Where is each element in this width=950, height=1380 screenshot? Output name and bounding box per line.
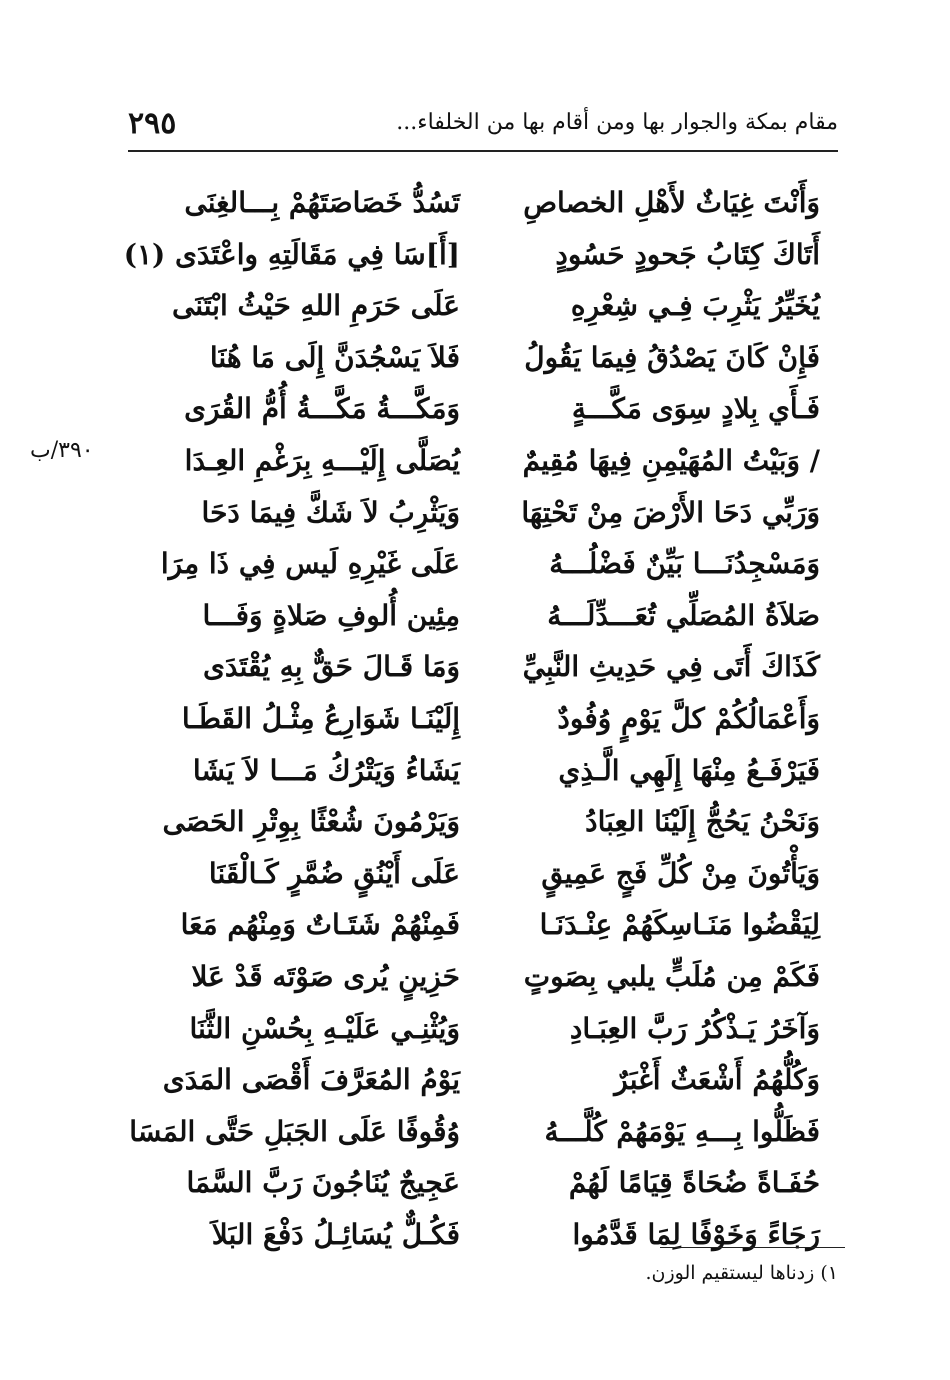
verse-line: [170, 381, 820, 433]
second-hemistich: فَكُـلٌّ يُسَائِـلُ دَفْعَ البَلاَ: [211, 1217, 460, 1251]
first-hemistich: فَظَلُّوا بِـــهِ يَوْمَهُمْ كُلَّـــهُ: [544, 1114, 820, 1148]
second-hemistich: وَيَرْمُونَ شُعْثًا بِوِتْرِ الحَصَى: [162, 805, 460, 839]
running-head: مقام بمكة والجوار بها ومن أقام بها من الخلفاء...: [396, 110, 838, 135]
verse-line: [170, 278, 820, 330]
second-hemistich: إِلَيْنَـا شَوَارِعُ مِثْـلُ القَطَـا: [181, 701, 460, 735]
page-number: ٢٩٥: [128, 106, 177, 141]
first-hemistich: وَمَسْجِدُنَـــا بَيِّنٌ فَضْلُـــهُ: [549, 547, 820, 581]
first-hemistich: وَآخَرُ يَـذْكُرُ رَبَّ العِبَـادِ: [569, 1011, 820, 1045]
verse-line: [170, 1207, 820, 1259]
verse-line: [170, 588, 820, 640]
verse-line: [129, 1104, 820, 1156]
second-hemistich: [أَ]سَا فِي مَقَالَتِهِ واعْتَدَى (١): [123, 237, 460, 271]
first-hemistich: أَتَاكَ كِتَابُ جَحودٍ حَسُودٍ: [555, 237, 820, 271]
second-hemistich: عَلَى أَيْنُقٍ ضُمَّرٍ كَـالْقَنَا: [208, 856, 460, 890]
second-hemistich: وَيُثْنِـي عَلَيْـهِ بِحُسْنِ الثَّنَا: [189, 1011, 460, 1045]
first-hemistich: وَأَنْتَ غِيَاثٌ لأَهْلِ الخصاصِ: [523, 186, 820, 219]
verse-line: [123, 227, 820, 279]
first-hemistich: فَـأَي بِلادٍ سِوَى مَكَّـــةٍ: [571, 392, 820, 426]
footnote: ١) زدناها ليستقيم الوزن.: [645, 1262, 838, 1284]
verse-line: [170, 1001, 820, 1053]
second-hemistich: فَمِنْهُمْ شَتَـاتٌ وَمِنْهُم مَعَا: [180, 908, 460, 942]
page-header: [128, 100, 838, 152]
verse-line: [170, 175, 820, 227]
first-hemistich: فَكَمْ مِن مُلَبٍّ يلبي بِصَوتٍ: [523, 959, 820, 993]
first-hemistich: صَلاَةُ المُصَلِّي تُعَـــدِّلَـــهُ: [547, 598, 820, 632]
verse-line: [160, 536, 820, 588]
first-hemistich: وَنَحْنُ يَحُجُّ إِلَيْنَا العِبَادُ: [585, 805, 820, 839]
footnote-divider: [660, 1247, 845, 1248]
first-hemistich: فَإِنْ كَانَ يَصْدُقُ فِيمَا يَقُولُ: [524, 340, 820, 374]
first-hemistich: لِيَقْضُوا مَنَـاسِكَهُمْ عِنْـدَنَـا: [539, 908, 820, 942]
second-hemistich: وَيَثْرِبُ لاَ شَكَّ فِيمَا دَحَا: [201, 495, 460, 529]
verse-line: [170, 949, 820, 1001]
second-hemistich: وَمَكَّـــةُ مَكَّـــةُ أُمُّ القُرَى: [184, 392, 460, 426]
verse-line: [170, 846, 820, 898]
manuscript-folio-note: ٣٩٠/ب: [30, 438, 94, 463]
poem: [123, 175, 820, 1258]
verse-line: [162, 1052, 820, 1104]
second-hemistich: عَلَى حَرَمِ اللهِ حَيْثُ ابْتَنَى: [171, 289, 460, 323]
first-hemistich: يُخَيِّرُ يَثْرِبَ فِـي شِعْرِهِ: [570, 289, 820, 323]
second-hemistich: يَشَاءُ وَيَتْرُكُ مَـــا لاَ يَشَا: [192, 753, 460, 787]
second-hemistich: عَلَى غَيْرِهِ لَيس فِي ذَا مِرَا: [160, 547, 460, 581]
second-hemistich: فَلاَ يَسْجُدَنَّ إِلَى مَا هُنَا: [209, 340, 460, 374]
second-hemistich: تَسُدُّ خَصَاصَتَهُمْ بِـــالغِنَى: [184, 186, 460, 219]
first-hemistich: / وَبَيْتُ المُهَيْمِنِ فِيهَا مُقِيمٌ: [522, 443, 820, 477]
second-hemistich: يُصَلَّى إِلَيْـــهِ بِرَغْمِ العِـدَا: [184, 443, 460, 477]
verse-line: [170, 639, 820, 691]
verse-line: [170, 1155, 820, 1207]
verse-line: [170, 743, 820, 795]
first-hemistich: وَيَأْتُونَ مِنْ كُلِّ فَجٍ عَمِيقٍ: [541, 856, 820, 890]
first-hemistich: وَأَعْمَالُكُمْ كلَّ يَوْمٍ وُفُودٌ: [557, 701, 820, 735]
verse-line: [170, 433, 820, 485]
first-hemistich: رَجَاءً وَخَوْفًا لِمَا قَدَّمُوا: [572, 1217, 820, 1251]
first-hemistich: حُفَـاةً ضُحَاةً قِيَامًا لَهُمْ: [568, 1166, 820, 1200]
first-hemistich: كَذَاكَ أَتَى فِي حَدِيثِ النَّبِيِّ: [522, 650, 820, 684]
verse-line: [170, 485, 820, 537]
first-hemistich: فَيَرْفَـعُ مِنْهَا إِلَهِي الَّـذِي: [558, 753, 820, 787]
verse-line: [162, 794, 820, 846]
verse-line: [170, 691, 820, 743]
verse-line: [170, 330, 820, 382]
second-hemistich: مِئِين أُلوفِ صَلاةٍ وَفَـــا: [202, 598, 460, 632]
second-hemistich: يَوْمُ المُعَرَّفَ أَقْصَى المَدَى: [162, 1063, 460, 1097]
second-hemistich: وَمَا قَـالَ حَقٌّ بِهِ يُقْتَدَى: [203, 650, 460, 684]
second-hemistich: وُقُوفًا عَلَى الجَبَلِ حَتَّى المَسَا: [129, 1114, 460, 1148]
first-hemistich: وَكُلُّهُمُ أَشْعَثٌ أَغْبَرٌ: [614, 1063, 820, 1097]
second-hemistich: عَجِيجٌ يُنَاجُونَ رَبَّ السَّمَا: [186, 1166, 460, 1200]
first-hemistich: وَرَبِّي دَحَا الأَرْضَ مِنْ تَحْتِهَا: [521, 495, 820, 529]
verse-line: [170, 897, 820, 949]
second-hemistich: حَزِينٍ يُرى صَوْتَه قَدْ عَلا: [191, 959, 460, 993]
